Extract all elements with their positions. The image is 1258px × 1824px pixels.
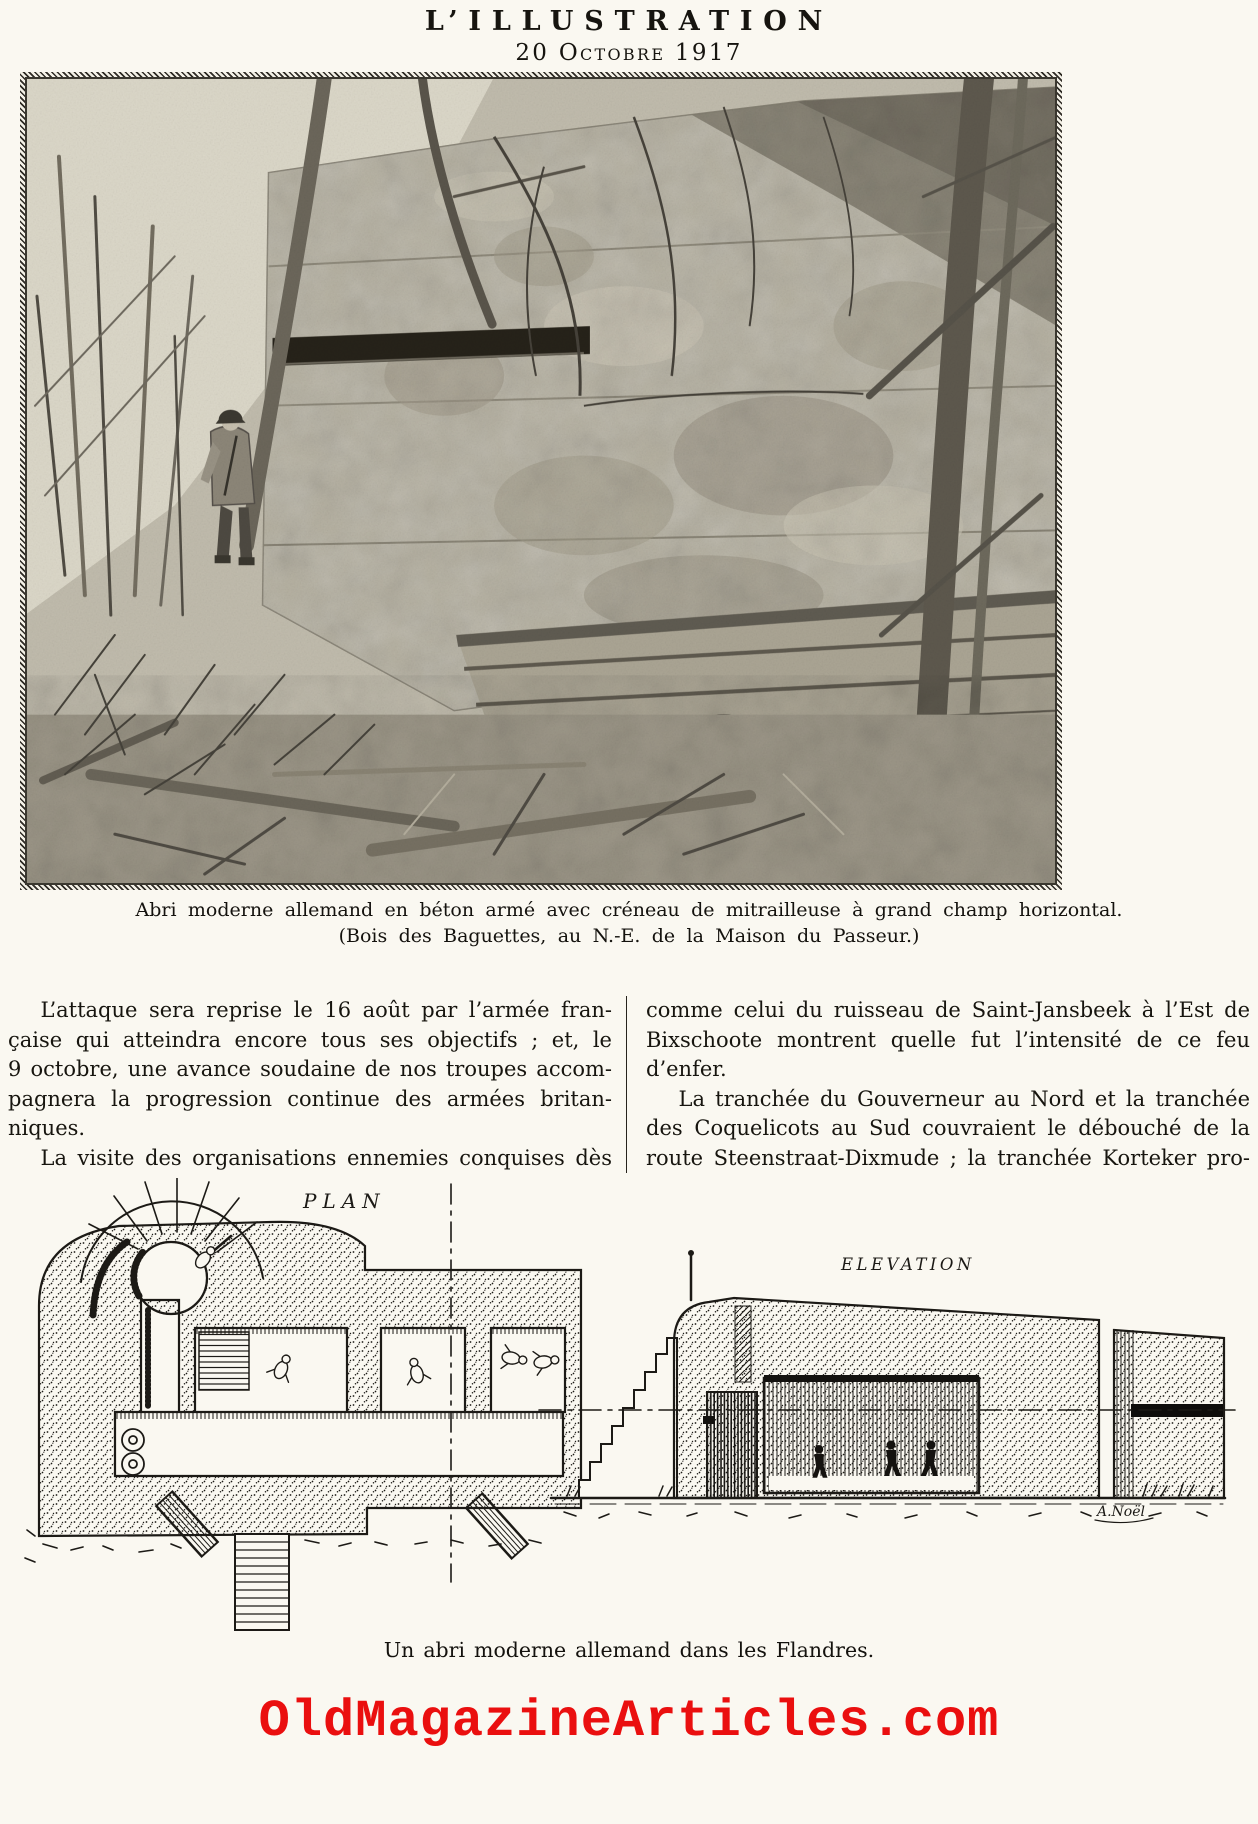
text-line: route Steenstraat-Dixmude ; la tranchée Korteker pro- <box>646 1145 1250 1170</box>
plan-stairs <box>235 1534 289 1630</box>
diagram-caption: Un abri moderne allemand dans les Flandres. <box>383 1638 875 1662</box>
article-text <box>8 996 1250 1173</box>
column-right <box>627 996 1250 1173</box>
photo-caption-line-1: Abri moderne allemand en béton armé avec créneau de mitrailleuse à grand champ horizontal. <box>135 899 1123 921</box>
bunker-photo-art <box>25 77 1057 885</box>
elevation-label: ELEVATION <box>841 1255 975 1274</box>
paragraph <box>8 996 612 1144</box>
issue-date: 20 Octobre 1917 <box>515 40 743 66</box>
column-left <box>8 996 627 1173</box>
plan-bunks <box>199 1332 249 1390</box>
elevation-cut-band <box>735 1306 751 1382</box>
paragraph <box>8 1144 612 1174</box>
text-line: La visite des organisations ennemies conquises dès <box>40 1145 612 1170</box>
elevation-gun-block <box>1114 1330 1224 1498</box>
plan-elevation-art <box>19 1178 1239 1638</box>
elevation-drawing <box>539 1251 1235 1523</box>
elevation-periscope <box>689 1251 694 1301</box>
photo-caption-line-2: (Bois des Baguettes, au N.-E. de la Maison du Passeur.) <box>338 925 920 947</box>
text-line: La tranchée du Gouverneur au Nord et la tranchée <box>678 1086 1250 1111</box>
plan-gun-mounts <box>122 1429 144 1475</box>
text-line: L’attaque sera reprise le 16 août par l’armée fran- <box>40 998 612 1022</box>
text-line: comme celui du ruisseau de Saint-Jansbeek à l’Est de <box>646 998 1250 1022</box>
masthead-title: L’ILLUSTRATION <box>424 6 834 37</box>
paragraph <box>646 996 1250 1085</box>
text-line: 9 octobre, une avance soudaine de nos troupes accom- <box>8 1057 612 1081</box>
elevation-stairs <box>579 1338 677 1498</box>
text-line: pagnera la progression continue des armées britan- <box>8 1086 612 1111</box>
text-line: Bixschoote montrent quelle fut l’intensité de ce feu <box>646 1027 1250 1052</box>
plan-concrete-mass <box>39 1222 581 1536</box>
watermark-text: OldMagazineArticles.com <box>258 1692 1000 1751</box>
text-line: des Coquelicots au Sud couvraient le débouché de la <box>646 1116 1250 1140</box>
plan-label: PLAN <box>303 1189 386 1213</box>
elevation-room <box>764 1375 979 1493</box>
svg-text:A.Noël: A.Noël <box>1097 1504 1146 1520</box>
halftone-grain <box>25 77 1057 885</box>
text-line: niques. <box>8 1116 86 1140</box>
paragraph <box>646 1085 1250 1174</box>
elevation-door <box>703 1392 757 1498</box>
artist-signature <box>1095 1504 1153 1523</box>
text-line: çaise qui atteindra encore tous ses objectifs ; et, le <box>8 1027 612 1052</box>
bunker-photograph <box>20 72 1062 890</box>
text-line: d’enfer. <box>646 1057 727 1081</box>
bunker-technical-drawing <box>19 1178 1239 1638</box>
plan-drawing <box>25 1178 581 1630</box>
